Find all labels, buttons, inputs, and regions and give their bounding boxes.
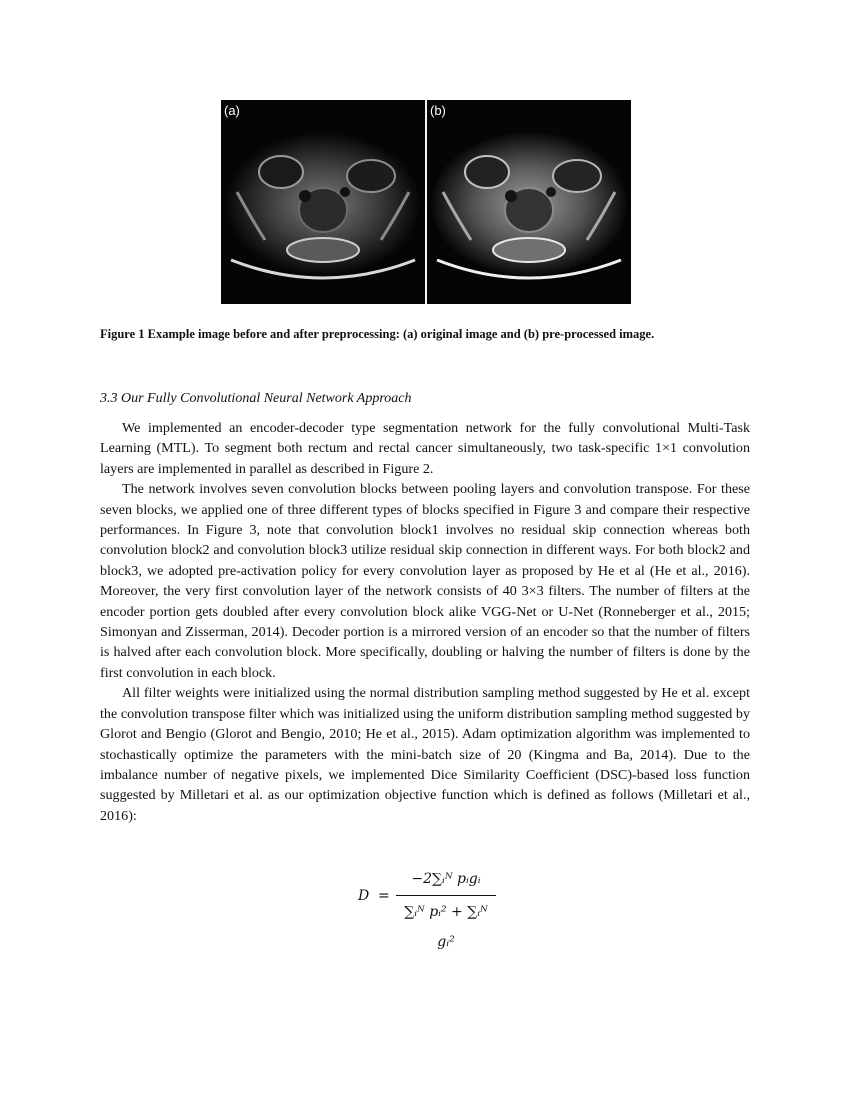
equation-lhs: D	[358, 888, 370, 904]
equation-fraction	[396, 864, 496, 950]
paragraph-1: We implemented an encoder-decoder type segmentation network for the fully convolutional Multi-Task Learning (MTL). To segment both rectum and rectal cancer simultaneously, two task-specific 1×1 convolution layers are implemented in parallel as described in Figure 2.	[100, 420, 750, 477]
equation-numerator: −2∑ᵢᴺ pᵢgᵢ	[411, 871, 481, 887]
paragraph-2: The network involves seven convolution blocks between pooling layers and convolution transpose. For these seven blocks, we applied one of three different types of blocks specified in Figure 3 and compare their respective performances. In Figure 3, note that convolution block1 involves no residual skip connection whereas both convolution block2 and convolution block3 utilize residual skip connection in different ways. For both block2 and block3, we adopted pre-activation policy for every convolution layer as proposed by He et al (He et al., 2016). Moreover, the very first convolution layer of the network consists of 40 3×3 filters. The number of filters at the encoder portion gets doubled after every convolution block alike VGG-Net or U-Net (Ronneberger et al., 2015; Simonyan and Zisserman, 2014). Decoder portion is a mirrored version of an encoder so that the number of filters is halved after each convolution block. More specifically, doubling or halving the number of filters is done by the first convolution in each block.	[100, 481, 750, 681]
fraction-bar	[396, 895, 496, 896]
mri-figure	[221, 100, 631, 304]
body-text	[100, 418, 750, 826]
figure-caption: Figure 1 Example image before and after preprocessing: (a) original image and (b) pre-processed image.	[100, 327, 655, 341]
mri-preprocessed-image	[427, 100, 631, 304]
dice-loss-equation	[330, 864, 530, 950]
section-heading: 3.3 Our Fully Convolutional Neural Network Approach	[100, 391, 412, 406]
panel-label-b: (b)	[430, 103, 446, 118]
panel-label-a: (a)	[224, 103, 240, 118]
equation-denominator: ∑ᵢᴺ pᵢ² + ∑ᵢᴺ gᵢ²	[404, 904, 488, 950]
paragraph-3: All filter weights were initialized using the normal distribution sampling method suggested by He et al. except the convolution transpose filter which was initialized using the uniform distribution sampling method suggested by Glorot and Bengio (Glorot and Bengio, 2010; He et al., 2015). Adam optimization algorithm was implemented to stochastically optimize the parameters with the mini-batch size of 20 (Kingma and Ba, 2014). Due to the imbalance number of negative pixels, we implemented Dice Similarity Coefficient (DSC)-based loss function suggested by Milletari et al. as our optimization objective function which is defined as follows (Milletari et al., 2016):	[100, 685, 750, 824]
mri-original-image	[221, 100, 425, 304]
equation-equals: =	[378, 888, 390, 904]
